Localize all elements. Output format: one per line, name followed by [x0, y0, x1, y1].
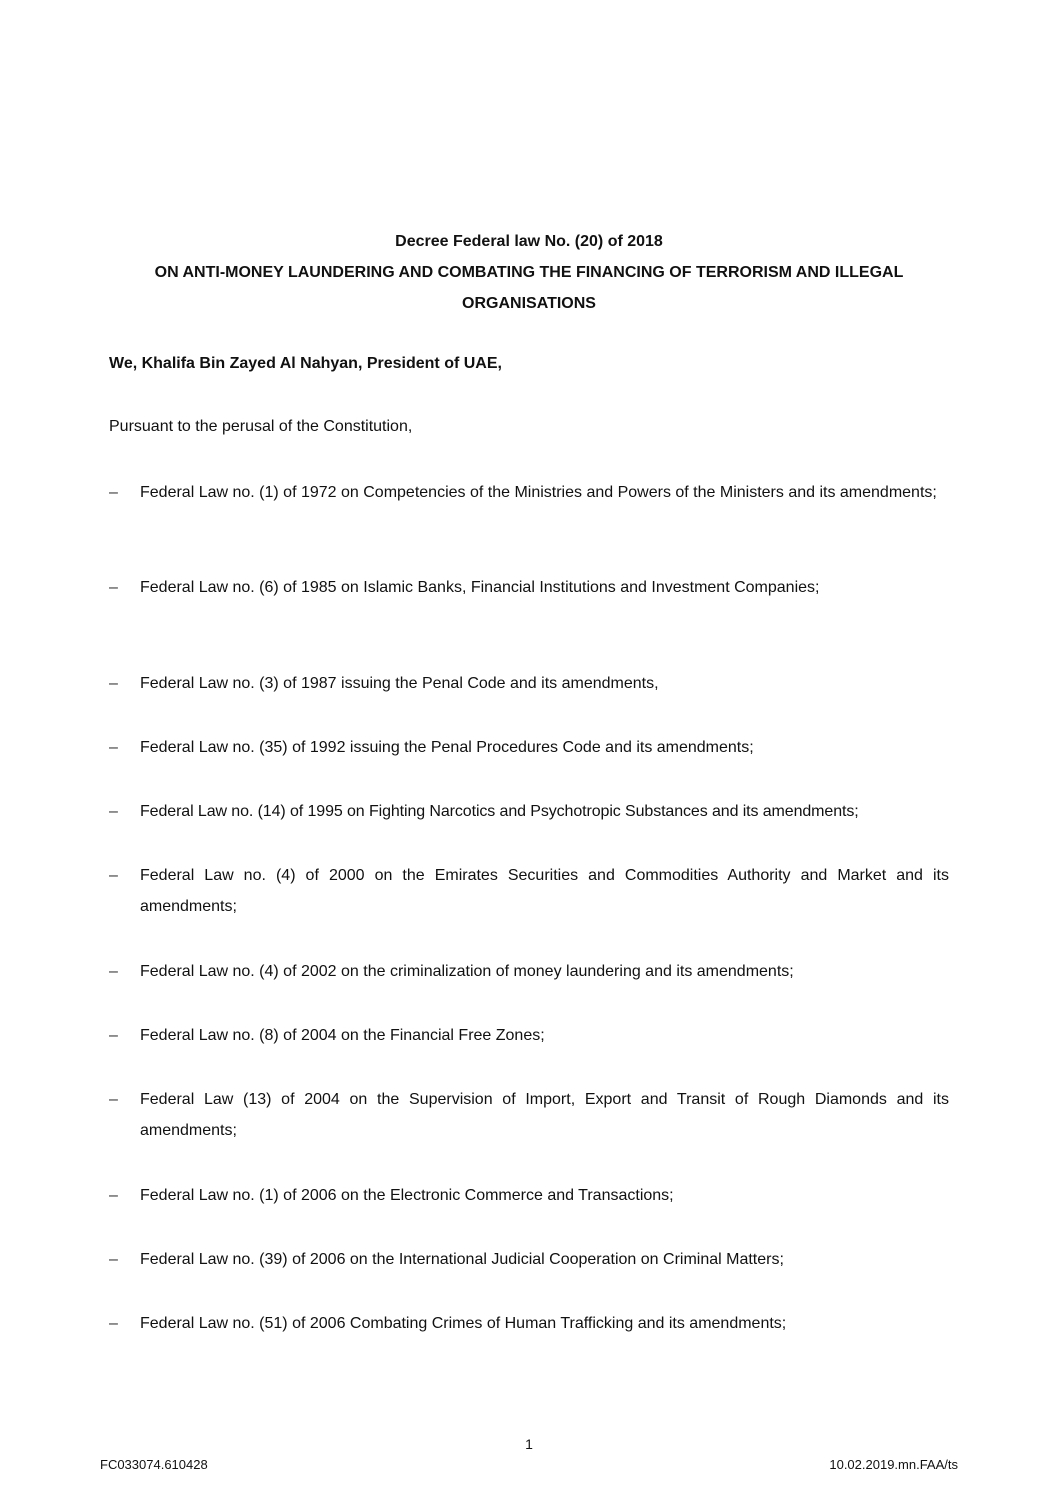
list-item-text: Federal Law no. (4) of 2002 on the criminalization of money laundering and its amendments;: [140, 963, 794, 980]
list-dash: –: [109, 963, 118, 980]
title-decree: Decree Federal law No. (20) of 2018: [395, 233, 663, 250]
footer-document-code: FC033074.610428: [100, 1457, 208, 1472]
list-item: [109, 1084, 949, 1146]
list-item: [109, 572, 949, 603]
list-item-text: Federal Law no. (3) of 1987 issuing the Penal Code and its amendments,: [140, 675, 659, 692]
list-item: [109, 1308, 949, 1339]
list-item: [109, 732, 949, 763]
title-subject-cont: ORGANISATIONS: [462, 295, 596, 312]
pursuant-statement: Pursuant to the perusal of the Constitution,: [109, 418, 413, 435]
page-number: 1: [525, 1436, 533, 1452]
list-item-text: Federal Law no. (35) of 1992 issuing the Penal Procedures Code and its amendments;: [140, 739, 754, 756]
list-dash: –: [109, 1187, 118, 1204]
list-item-text: Federal Law no. (4) of 2000 on the Emirates Securities and Commodities Authority and Market and its amendments;: [140, 867, 949, 915]
list-item-text: Federal Law no. (6) of 1985 on Islamic Banks, Financial Institutions and Investment Companies;: [140, 579, 820, 596]
list-item: [109, 1180, 949, 1211]
list-dash: –: [109, 1315, 118, 1332]
issuer-statement: We, Khalifa Bin Zayed Al Nahyan, President of UAE,: [109, 355, 502, 372]
list-dash: –: [109, 579, 118, 596]
list-item-text: Federal Law (13) of 2004 on the Supervision of Import, Export and Transit of Rough Diamonds and its amendments;: [140, 1091, 949, 1139]
list-dash: –: [109, 675, 118, 692]
list-dash: –: [109, 1091, 118, 1108]
list-item: [109, 668, 949, 699]
list-item-text: Federal Law no. (51) of 2006 Combating Crimes of Human Trafficking and its amendments;: [140, 1315, 787, 1332]
list-item-text: Federal Law no. (1) of 2006 on the Electronic Commerce and Transactions;: [140, 1187, 674, 1204]
list-dash: –: [109, 867, 118, 884]
document-title: [100, 226, 958, 319]
title-subject: ON ANTI-MONEY LAUNDERING AND COMBATING THE FINANCING OF TERRORISM AND ILLEGAL: [154, 264, 904, 281]
footer-date-reference: 10.02.2019.mn.FAA/ts: [829, 1457, 958, 1472]
list-item: [109, 1244, 949, 1275]
list-item-text: Federal Law no. (1) of 1972 on Competencies of the Ministries and Powers of the Ministers and its amendments;: [140, 484, 937, 501]
list-dash: –: [109, 1027, 118, 1044]
list-item: [109, 956, 949, 987]
list-item-text: Federal Law no. (8) of 2004 on the Financial Free Zones;: [140, 1027, 545, 1044]
list-item-text: Federal Law no. (39) of 2006 on the International Judicial Cooperation on Criminal Matters;: [140, 1251, 784, 1268]
list-item: [109, 860, 949, 922]
list-dash: –: [109, 484, 118, 501]
list-dash: –: [109, 1251, 118, 1268]
list-item-text: Federal Law no. (14) of 1995 on Fighting Narcotics and Psychotropic Substances and its amendments;: [140, 803, 859, 820]
list-item: [109, 477, 949, 508]
list-dash: –: [109, 739, 118, 756]
list-dash: –: [109, 803, 118, 820]
list-item: [109, 1020, 949, 1051]
list-item: [109, 796, 949, 827]
